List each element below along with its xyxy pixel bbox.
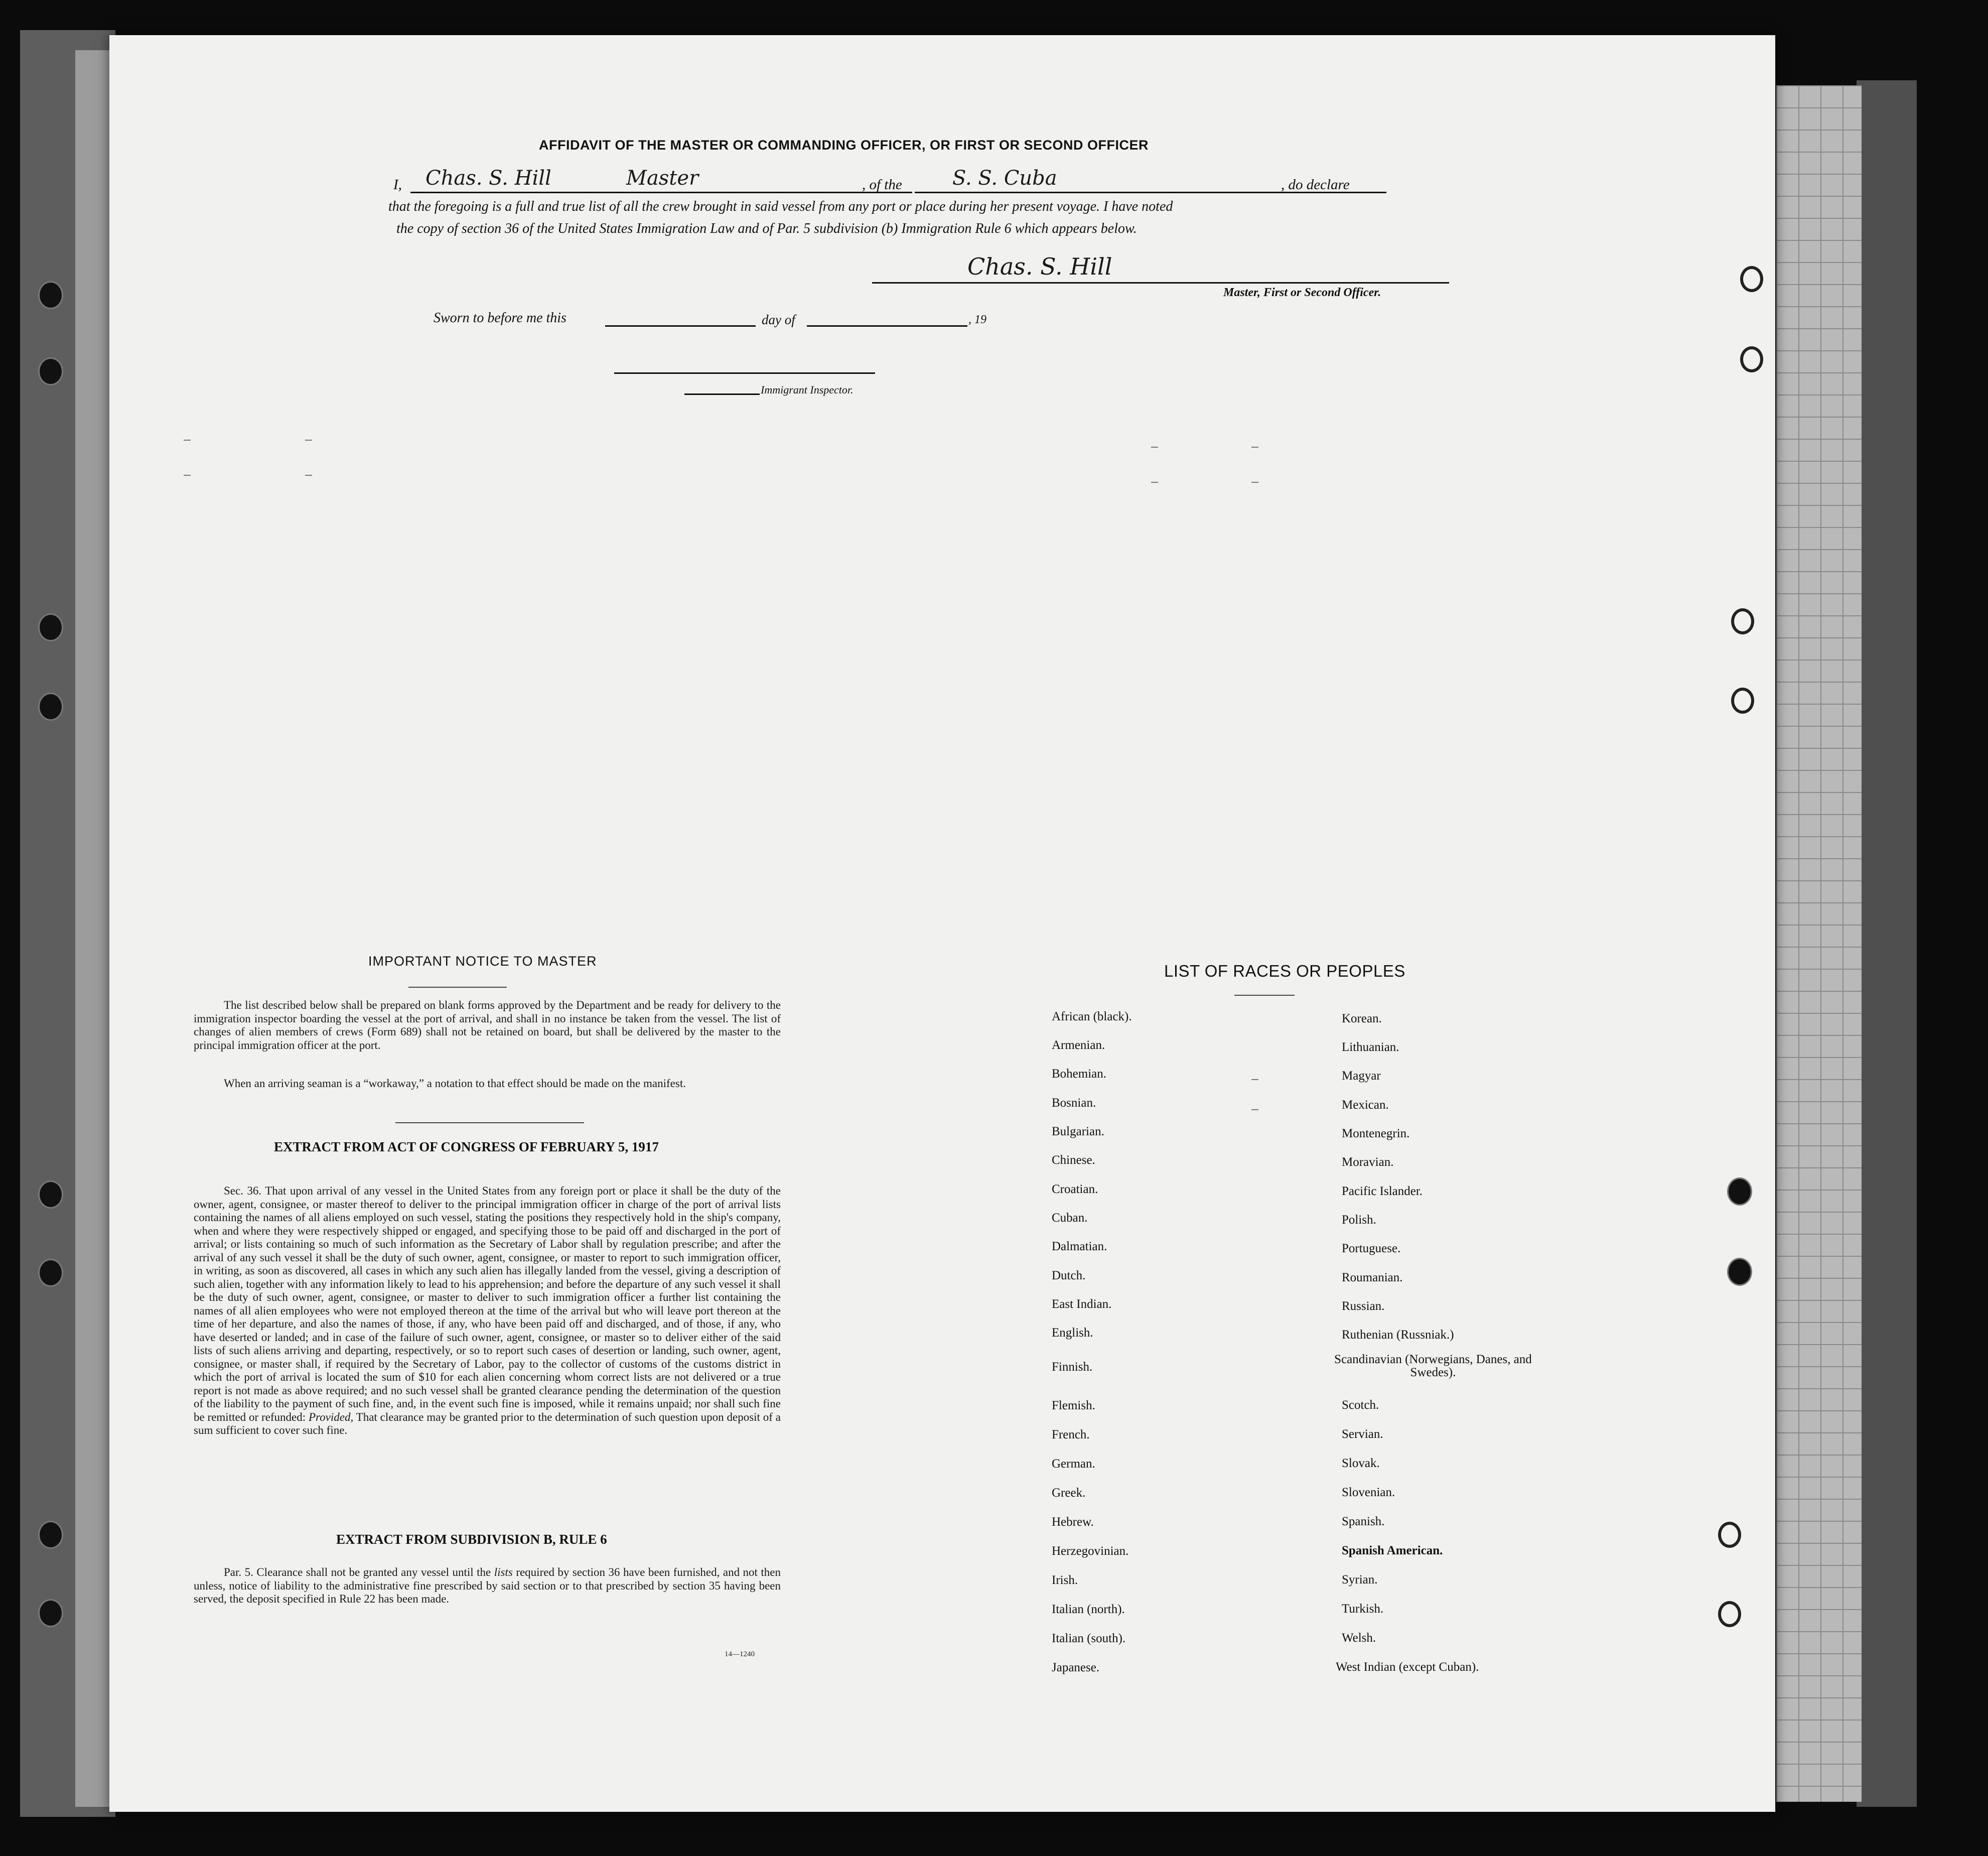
race-item: Pacific Islander.: [1342, 1184, 1423, 1198]
rule-text-start: Par. 5. Clearance shall not be granted any vessel until the: [224, 1566, 491, 1578]
affidavit-line-2: that the foregoing is a full and true list of all the crew brought in said vessel from any port or place during her present voyage. I have noted: [388, 199, 1173, 214]
race-item: Russian.: [1342, 1299, 1385, 1313]
race-item: Hebrew.: [1052, 1515, 1094, 1529]
underlying-grid-page: [1776, 85, 1862, 1802]
race-item: Ruthenian (Russniak.): [1342, 1328, 1454, 1342]
faint-mark: [184, 440, 191, 441]
faint-mark: [305, 475, 312, 476]
faint-mark: [305, 440, 312, 441]
race-item: Dalmatian.: [1052, 1240, 1107, 1253]
race-item: Cuban.: [1052, 1211, 1088, 1225]
binder-hole: [38, 1259, 63, 1287]
affidavit-heading: AFFIDAVIT OF THE MASTER OR COMMANDING OFFICER, OR FIRST OR SECOND OFFICER: [539, 138, 1149, 153]
race-item: Flemish.: [1052, 1399, 1095, 1412]
binder-hole: [38, 281, 63, 309]
signature-handwritten: Chas. S. Hill: [967, 253, 1112, 280]
vessel-name-handwritten: S. S. Cuba: [952, 167, 1057, 190]
race-item: French.: [1052, 1428, 1090, 1441]
rule-lists-word: lists: [494, 1566, 513, 1578]
race-item: Chinese.: [1052, 1153, 1095, 1167]
right-stack-edge: [1857, 80, 1917, 1807]
race-item: English.: [1052, 1326, 1093, 1340]
race-item: Italian (north).: [1052, 1603, 1125, 1616]
faint-mark: [1151, 482, 1158, 483]
race-item: Portuguese.: [1342, 1242, 1401, 1255]
notice-paragraph-1: The list described below shall be prepared on blank forms approved by the Department and be ready for delivery to the immigration inspector boarding the vessel at the port of arrival, and shall in no instance be taken from the vessel. The list of changes of alien members of crews (Form 689) shall not be retained on board, but shall be delivered by the master to the principal immigration officer at the port.: [194, 999, 781, 1051]
binder-hole: [1731, 608, 1754, 634]
act-text-start: Sec. 36. That upon arrival of any vessel in the United States from any foreign port or place it shall be the duty of the owner, agent, consignee, or master thereof to deliver to the principal immigration officer in charge of the port of arrival lists containing the names of all aliens employed on such vessel, stating the positions they respectively hold in the ship's company, when and where they were respectively shipped or engaged, and specifying those to be paid off and discharged in the port of arrival; or lists containing so much of such information as the Secretary of Labor shall by regulation prescribe; and after the arrival of any such vessel it shall be the duty of such owner, agent, consignee, or master to report to such immigration officer, in writing, as soon as discovered, all cases in which any such alien has illegally landed from the vessel, giving a description of such alien, together with any information likely to lead to his apprehension; and before the departure of any such vessel it shall be the duty of such owner, agent, consignee, or master to deliver to such immigration officer a further list containing the names of all alien employees who were not employed thereon at the time of the arrival but who will leave port thereon at the time of her departure, and also the names of those, if any, who have been paid off and discharged, and of those, if any, who have deserted or landed; and in case of the failure of such owner, agent, consignee, or master so to deliver either of the said lists of such aliens arriving and departing, respectively, or so to report such cases of desertion or landing, such owner, agent, consignee, or master shall, if required by the Secretary of Labor, pay to the collector of customs of the customs district in which the port of arrival is located the sum of $10 for each alien concerning whom correct lists are not delivered or a true report is not made as above required; and no such vessel shall be granted clearance pending the determination of the question of the liability to the payment of such fine, and, in the event such fine is imposed, while it remains unpaid; nor shall such fine be remitted or refunded:: [194, 1184, 781, 1423]
inspector-caption: Immigrant Inspector.: [761, 383, 854, 396]
document-page: [109, 35, 1775, 1812]
do-declare-label: , do declare: [1281, 177, 1350, 193]
binder-hole: [1718, 1522, 1741, 1548]
binder-hole: [1718, 1601, 1741, 1627]
faint-mark: [184, 475, 191, 476]
race-item: East Indian.: [1052, 1297, 1112, 1311]
race-item: Bosnian.: [1052, 1096, 1096, 1110]
binder-hole: [38, 1521, 63, 1549]
race-item: Bulgarian.: [1052, 1125, 1104, 1138]
binder-hole: [38, 1180, 63, 1209]
rule-heading: EXTRACT FROM SUBDIVISION B, RULE 6: [336, 1532, 607, 1547]
binder-hole: [1727, 1177, 1752, 1206]
signature-caption: Master, First or Second Officer.: [1223, 286, 1381, 299]
sworn-day-line: [605, 325, 756, 327]
binder-hole: [1740, 346, 1763, 372]
sworn-label: Sworn to before me this: [434, 310, 566, 326]
binder-hole: [1731, 688, 1754, 714]
name-line: [410, 192, 912, 193]
rank-handwritten: Master: [626, 167, 699, 190]
notice-heading: IMPORTANT NOTICE TO MASTER: [368, 954, 597, 969]
rule-text-end: required by section 36 have been furnished, and not then unless, notice of liability to the administrative fine prescribed by said section or to that prescribed by section 35 having been served, the deposit specified in Rule 22 has been made.: [194, 1566, 781, 1605]
races-right-column: [1333, 1012, 1594, 1704]
race-item: Croatian.: [1052, 1182, 1098, 1196]
race-item: Servian.: [1342, 1427, 1383, 1441]
act-rule: [395, 1122, 584, 1123]
inspector-line-1: [614, 372, 875, 374]
race-item: Herzegovinian.: [1052, 1544, 1129, 1558]
affidavit-i-label: I,: [393, 177, 402, 193]
binder-hole: [38, 1599, 63, 1627]
act-provided-word: Provided,: [309, 1410, 354, 1423]
race-item: Bohemian.: [1052, 1067, 1107, 1081]
faint-mark: [1251, 447, 1258, 448]
notice-rule: [408, 987, 507, 988]
races-heading: LIST OF RACES OR PEOPLES: [1164, 962, 1405, 980]
race-item: Welsh.: [1342, 1631, 1376, 1645]
act-text-end: That clearance may be granted prior to the determination of such question upon deposit of a sum sufficient to cover such fine.: [194, 1410, 781, 1436]
race-item: Roumanian.: [1342, 1271, 1403, 1284]
race-item: Greek.: [1052, 1486, 1086, 1500]
race-item: African (black).: [1052, 1010, 1132, 1023]
race-item: Mexican.: [1342, 1098, 1389, 1112]
race-item: Slovak.: [1342, 1456, 1380, 1470]
race-item: Slovenian.: [1342, 1486, 1395, 1499]
race-item: Moravian.: [1342, 1155, 1394, 1169]
race-item: Turkish.: [1342, 1602, 1384, 1616]
inspector-line-2: [684, 393, 760, 395]
notice-paragraph-2: When an arriving seaman is a “workaway,” a notation to that effect should be made on the manifest.: [224, 1077, 686, 1090]
sworn-month-line: [807, 325, 967, 327]
year-label: , 19: [968, 313, 986, 326]
faint-mark: [1151, 447, 1158, 448]
race-item: Montenegrin.: [1342, 1127, 1410, 1140]
binder-hole: [38, 693, 63, 721]
of-the-label: , of the: [862, 177, 902, 193]
faint-mark: [1251, 482, 1258, 483]
act-heading: EXTRACT FROM ACT OF CONGRESS OF FEBRUARY 5, 1917: [274, 1139, 659, 1154]
binder-hole: [38, 613, 63, 641]
race-item: Japanese.: [1052, 1661, 1100, 1674]
master-name-handwritten: Chas. S. Hill: [425, 167, 551, 190]
binder-hole: [1727, 1258, 1752, 1286]
races-rule: [1234, 995, 1295, 996]
race-item: Irish.: [1052, 1573, 1078, 1587]
races-left-column: [1052, 1010, 1262, 1702]
race-item: Finnish.: [1052, 1360, 1093, 1374]
race-item: Polish.: [1342, 1213, 1376, 1227]
faint-mark: [1251, 1109, 1258, 1110]
race-item: Italian (south).: [1052, 1632, 1126, 1645]
race-item: German.: [1052, 1457, 1095, 1471]
race-item: Spanish.: [1342, 1515, 1385, 1528]
race-item: Armenian.: [1052, 1038, 1105, 1052]
race-item: Magyar: [1342, 1069, 1381, 1083]
rule-text: [194, 1566, 781, 1606]
binder-hole: [38, 357, 63, 385]
faint-mark: [1251, 1079, 1258, 1080]
race-item: Lithuanian.: [1342, 1040, 1399, 1054]
day-of-label: day of: [762, 312, 795, 327]
form-number: 14—1240: [725, 1650, 755, 1658]
race-item: Scotch.: [1342, 1398, 1379, 1412]
race-item: Spanish American.: [1342, 1544, 1443, 1557]
act-text: [194, 1184, 781, 1437]
race-item: Scandinavian (Norwegians, Danes, and Swedes).: [1334, 1353, 1532, 1379]
affidavit-line-3: the copy of section 36 of the United States Immigration Law and of Par. 5 subdivision (b) Immigration Rule 6 which appears below.: [396, 221, 1137, 236]
race-item: Syrian.: [1342, 1573, 1378, 1586]
race-item: Dutch.: [1052, 1269, 1086, 1282]
binder-hole: [1740, 266, 1763, 292]
race-item: Korean.: [1342, 1012, 1382, 1025]
signature-line: [872, 282, 1449, 284]
race-item: West Indian (except Cuban).: [1336, 1660, 1479, 1674]
